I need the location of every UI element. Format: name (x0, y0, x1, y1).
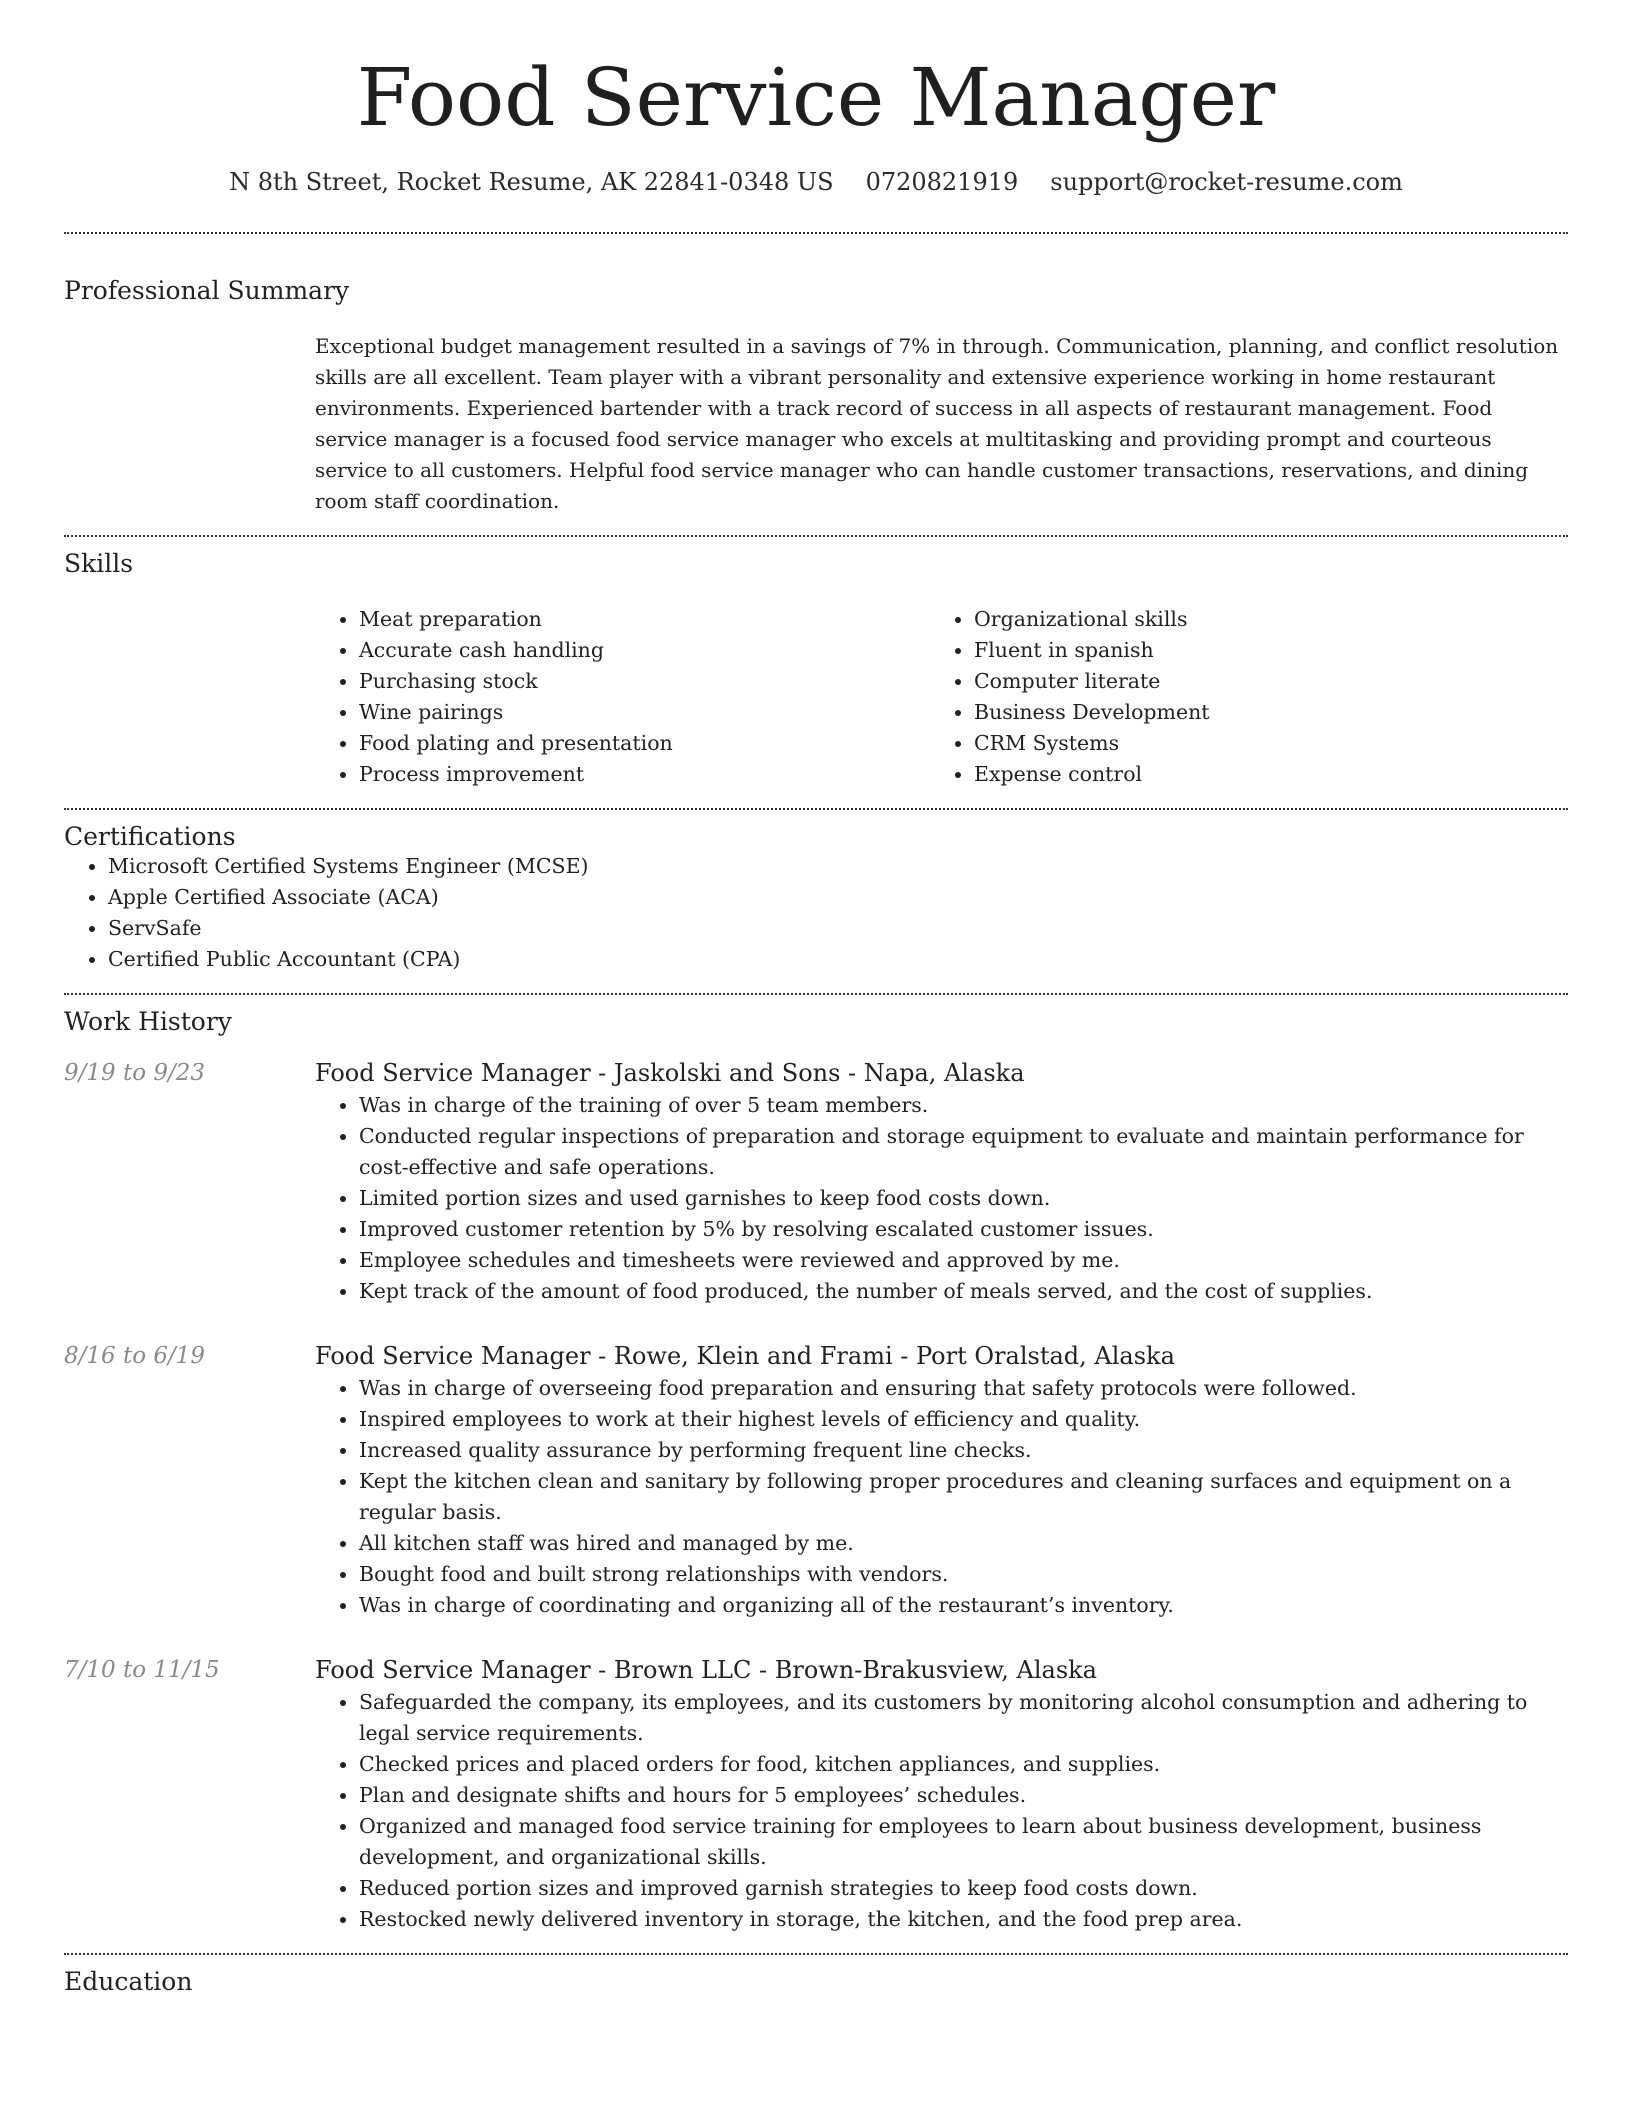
contact-line (64, 168, 1568, 196)
contact-phone: 0720821919 (865, 168, 1019, 196)
certification-item: • Apple Certified Associate (ACA) (108, 882, 1568, 913)
skill-item: • Business Development (974, 697, 1568, 728)
section-divider (64, 1953, 1568, 1955)
skill-item: • Process improvement (359, 759, 930, 790)
skill-item: • Fluent in spanish (974, 635, 1568, 666)
skill-item: • Expense control (974, 759, 1568, 790)
job-bullet: • Restocked newly delivered inventory in storage, the kitchen, and the food prep area. (359, 1904, 1568, 1935)
job-entry (64, 1056, 1568, 1307)
skill-item: • Wine pairings (359, 697, 930, 728)
job-title: Food Service Manager - Brown LLC - Brown-Brakusview, Alaska (315, 1656, 1097, 1684)
certification-item: • Certified Public Accountant (CPA) (108, 944, 1568, 975)
job-bullet: • Conducted regular inspections of preparation and storage equipment to evaluate and maintain performance for cost-effective and safe operations. (359, 1121, 1568, 1183)
job-entry (64, 1653, 1568, 1935)
job-bullet: • Kept track of the amount of food produced, the number of meals served, and the cost of supplies. (359, 1276, 1568, 1307)
job-bullet: • Inspired employees to work at their highest levels of efficiency and quality. (359, 1404, 1568, 1435)
contact-address: N 8th Street, Rocket Resume, AK 22841-0348 US (229, 168, 834, 196)
section-title-summary: Professional Summary (64, 276, 350, 305)
job-body (315, 1653, 1568, 1935)
job-title: Food Service Manager - Jaskolski and Sons - Napa, Alaska (315, 1059, 1025, 1087)
skills-list-right (930, 604, 1568, 790)
job-bullet: • Plan and designate shifts and hours for 5 employees’ schedules. (359, 1780, 1568, 1811)
section-title-education: Education (64, 1967, 193, 1996)
certification-item: • ServSafe (108, 913, 1568, 944)
job-bullet: • All kitchen staff was hired and managed by me. (359, 1528, 1568, 1559)
section-title-work-history: Work History (64, 1007, 232, 1036)
skill-item: • Organizational skills (974, 604, 1568, 635)
job-bullet: • Organized and managed food service training for employees to learn about business development, business development, and organizational skills. (359, 1811, 1568, 1873)
skill-item: • CRM Systems (974, 728, 1568, 759)
job-bullet: • Increased quality assurance by performing frequent line checks. (359, 1435, 1568, 1466)
skill-item: • Purchasing stock (359, 666, 930, 697)
job-bullets (315, 1090, 1568, 1307)
job-body (315, 1056, 1568, 1307)
job-bullet: • Was in charge of overseeing food preparation and ensuring that safety protocols were followed. (359, 1373, 1568, 1404)
job-bullets (315, 1687, 1568, 1935)
job-bullet: • Was in charge of the training of over 5 team members. (359, 1090, 1568, 1121)
skill-item: • Food plating and presentation (359, 728, 930, 759)
job-dates: 8/16 to 6/19 (64, 1343, 206, 1369)
section-divider (64, 993, 1568, 995)
job-dates: 7/10 to 11/15 (64, 1657, 220, 1683)
job-bullet: • Kept the kitchen clean and sanitary by following proper procedures and cleaning surfaces and equipment on a regular basis. (359, 1466, 1568, 1528)
summary-text: Exceptional budget management resulted in a savings of 7% in through. Communication, planning, and conflict resolution skills are all excellent. Team player with a vibrant personality and extensive experience working in home restaurant environments. Experienced bartender with a track record of success in all aspects of restaurant management. Food service manager is a focused food service manager who excels at multitasking and providing prompt and courteous service to all customers. Helpful food service manager who can handle customer transactions, reservations, and dining room staff coordination. (315, 334, 1559, 513)
job-bullet: • Checked prices and placed orders for food, kitchen appliances, and supplies. (359, 1749, 1568, 1780)
section-title-skills: Skills (64, 549, 134, 578)
job-bullet: • Bought food and built strong relationships with vendors. (359, 1559, 1568, 1590)
job-bullet: • Employee schedules and timesheets were reviewed and approved by me. (359, 1245, 1568, 1276)
resume-name: Food Service Manager (356, 51, 1276, 144)
job-entry (64, 1339, 1568, 1621)
job-dates: 9/19 to 9/23 (64, 1060, 206, 1086)
certification-item: • Microsoft Certified Systems Engineer (MCSE) (108, 851, 1568, 882)
job-title: Food Service Manager - Rowe, Klein and Frami - Port Oralstad, Alaska (315, 1342, 1175, 1370)
section-divider (64, 535, 1568, 537)
section-title-certifications: Certifications (64, 822, 236, 851)
skill-item: • Meat preparation (359, 604, 930, 635)
job-bullet: • Limited portion sizes and used garnishes to keep food costs down. (359, 1183, 1568, 1214)
job-bullet: • Improved customer retention by 5% by resolving escalated customer issues. (359, 1214, 1568, 1245)
job-bullet: • Reduced portion sizes and improved garnish strategies to keep food costs down. (359, 1873, 1568, 1904)
job-bullet: • Safeguarded the company, its employees, and its customers by monitoring alcohol consumption and adhering to legal service requirements. (359, 1687, 1568, 1749)
contact-email: support@rocket-resume.com (1050, 168, 1403, 196)
job-bullet: • Was in charge of coordinating and organizing all of the restaurant’s inventory. (359, 1590, 1568, 1621)
skills-grid (315, 604, 1568, 790)
job-body (315, 1339, 1568, 1621)
skill-item: • Accurate cash handling (359, 635, 930, 666)
skill-item: • Computer literate (974, 666, 1568, 697)
header-divider (64, 232, 1568, 234)
job-bullets (315, 1373, 1568, 1621)
certifications-list (64, 851, 1568, 975)
skills-list-left (315, 604, 930, 790)
section-divider (64, 808, 1568, 810)
